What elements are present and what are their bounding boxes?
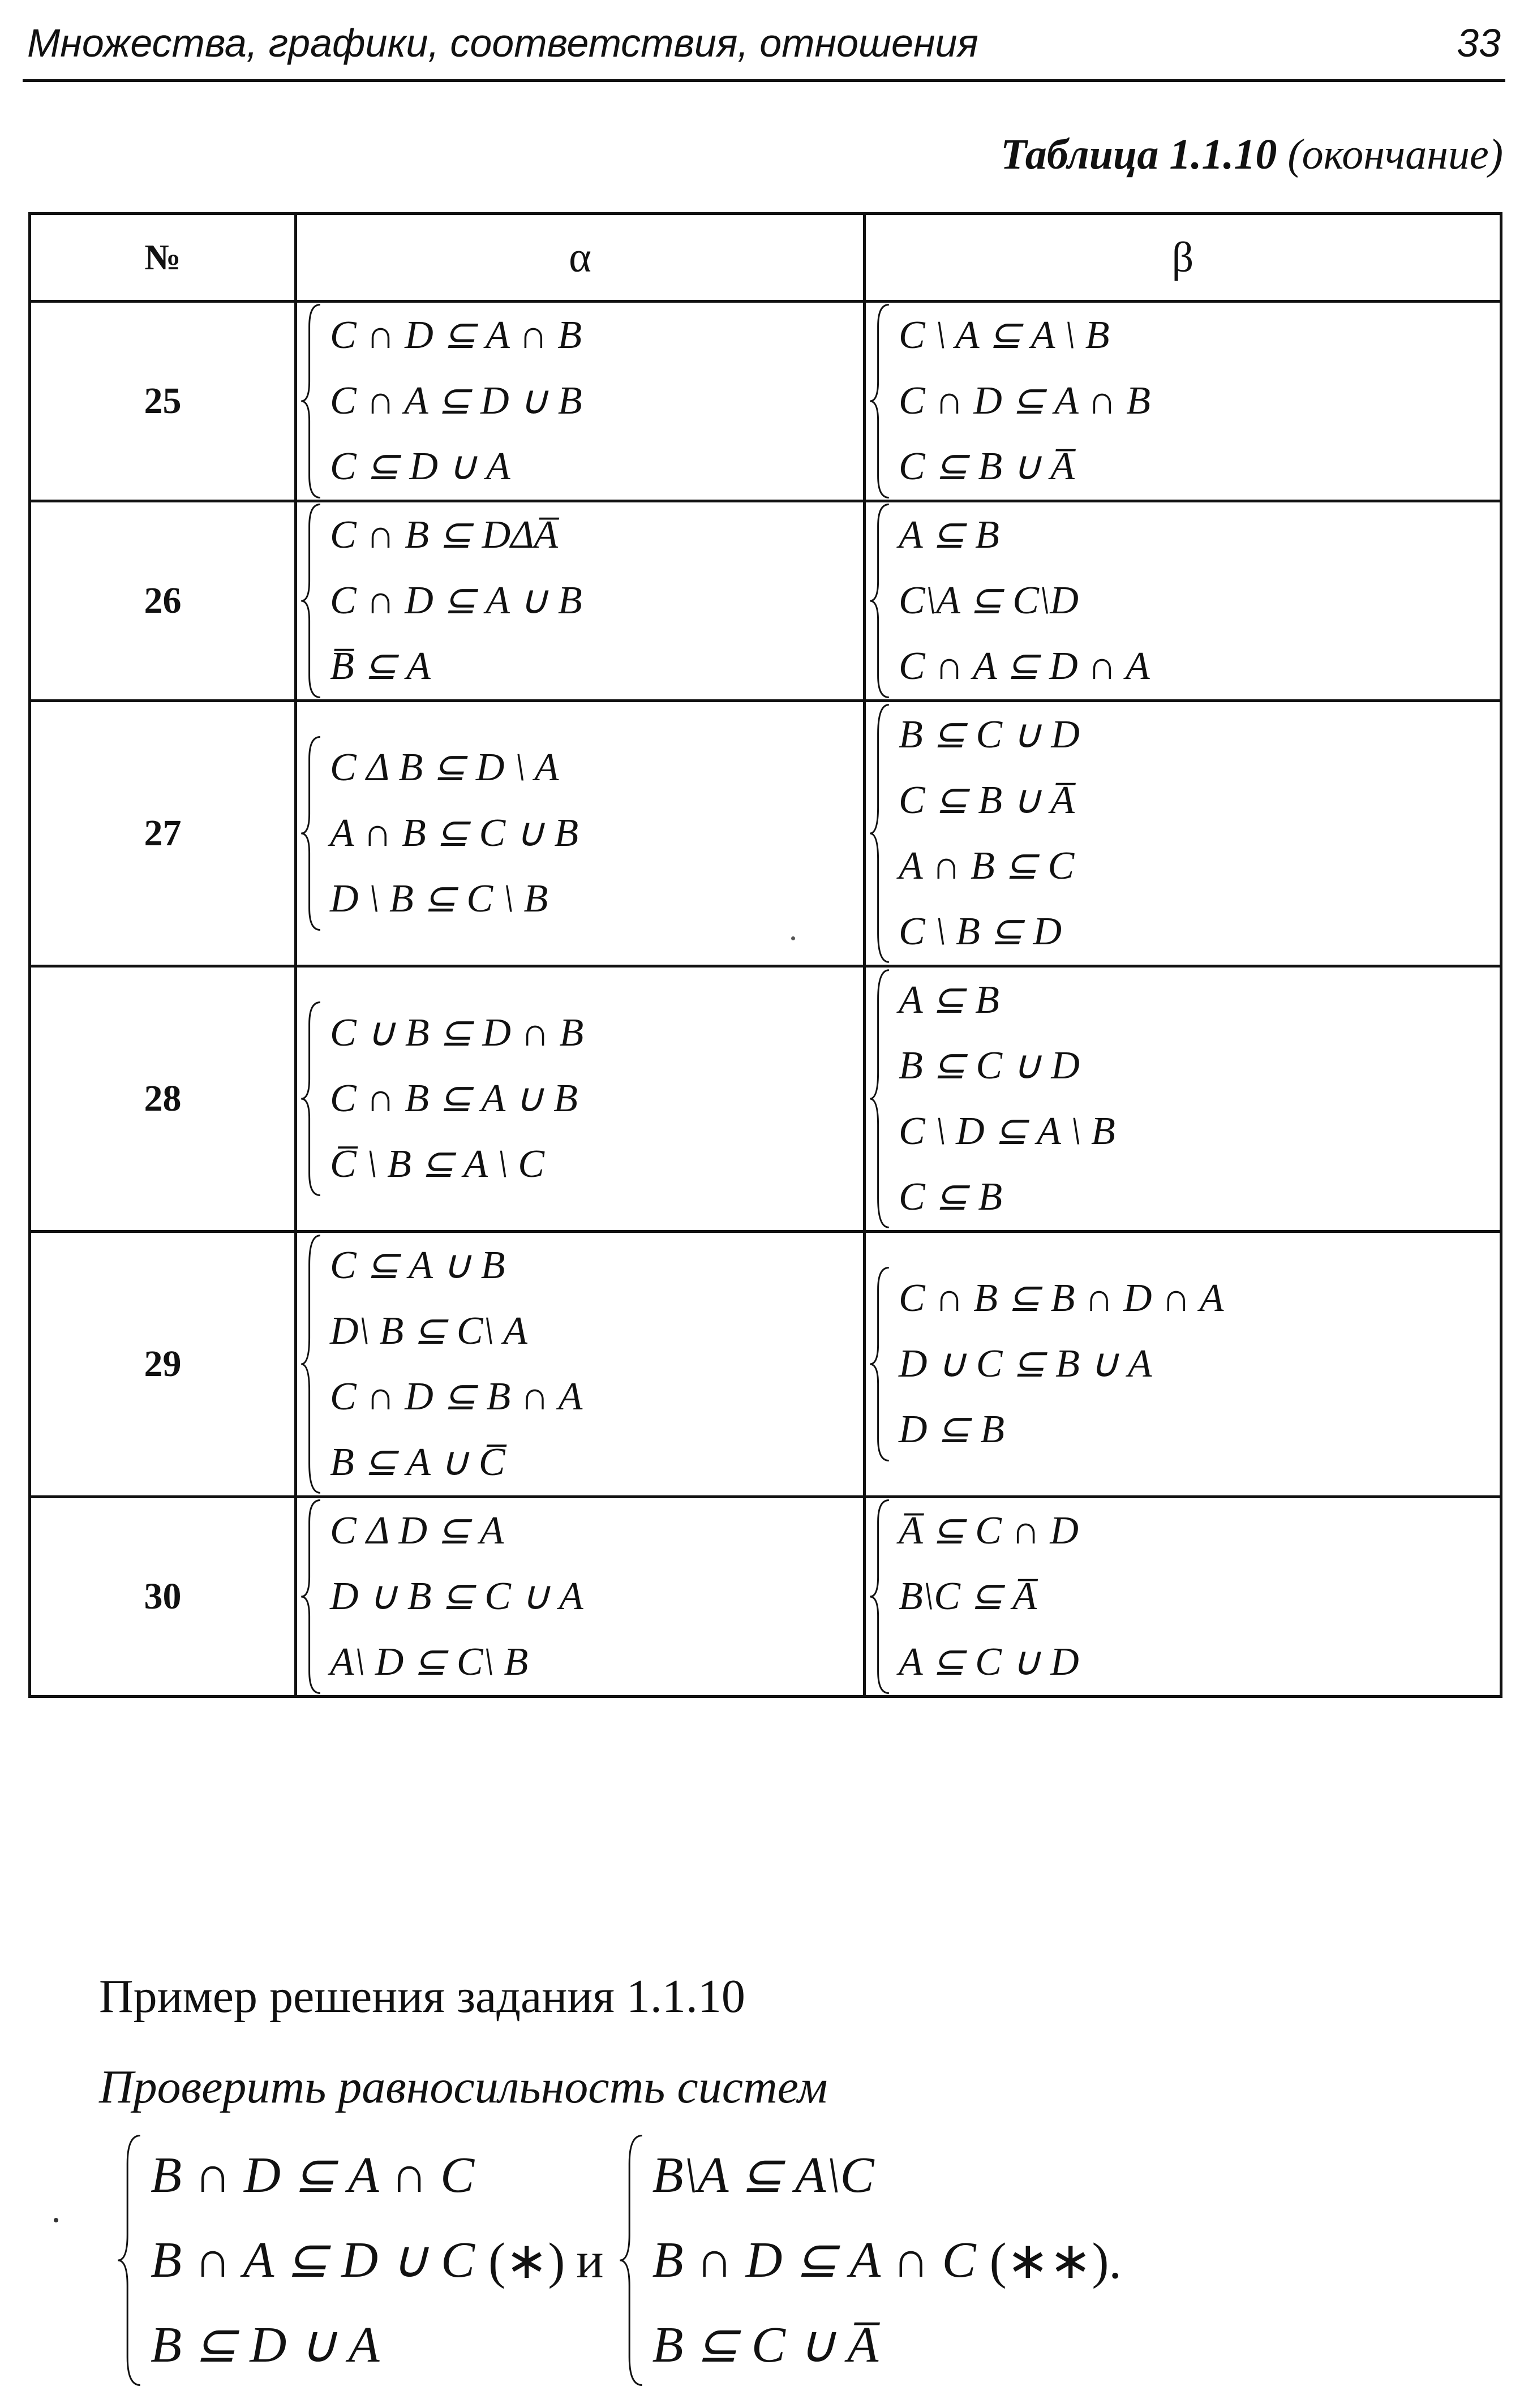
system-line: C ⊆ B ∪ A̅	[899, 779, 1075, 822]
brace-icon	[866, 1266, 893, 1463]
example-task: Проверить равносильность систем	[99, 2061, 828, 2113]
alpha-cell	[296, 1232, 865, 1497]
system-line: C Δ B ⊆ D \ A	[330, 746, 559, 789]
beta-system	[866, 1266, 1500, 1463]
system-line: B ⊆ C ∪ D	[899, 713, 1080, 756]
brace-icon	[866, 1498, 893, 1695]
system-line: C ∩ A ⊆ D ∪ B	[330, 379, 582, 423]
margin-dot	[54, 2218, 58, 2222]
system-line: A ∩ B ⊆ C	[899, 844, 1075, 888]
table-caption	[1001, 130, 1503, 179]
beta-cell	[865, 1497, 1501, 1697]
row-number: 28	[30, 966, 296, 1232]
system-line: C ∩ D ⊆ A ∪ B	[330, 579, 582, 622]
example-system-2	[615, 2133, 976, 2388]
system-lines	[893, 303, 1150, 500]
brace-icon	[615, 2133, 647, 2388]
brace-icon	[297, 735, 324, 932]
table-row	[30, 966, 1501, 1232]
column-header-number: №	[30, 214, 296, 302]
system-line: C ∩ D ⊆ B ∩ A	[330, 1375, 583, 1418]
system-line: C ⊆ B ∪ A̅	[899, 445, 1075, 488]
brace-icon	[297, 1498, 324, 1695]
alpha-system	[297, 1000, 863, 1197]
exercise-table	[28, 212, 1502, 1698]
system-line: C ∩ A ⊆ D ∩ A	[899, 644, 1150, 688]
system-line: D ⊆ B	[899, 1408, 1004, 1451]
system-line: C \ B ⊆ D	[899, 910, 1062, 953]
system-lines	[893, 968, 1115, 1230]
column-header-alpha: α	[296, 214, 865, 302]
system-line: C ⊆ A ∪ B	[330, 1244, 505, 1287]
system-line: A ⊆ B	[899, 978, 999, 1022]
table-body	[30, 302, 1501, 1697]
beta-cell	[865, 501, 1501, 701]
system-line: B ∩ D ⊆ A ∩ C	[652, 2232, 976, 2288]
table-row	[30, 1232, 1501, 1497]
system-lines	[324, 1000, 583, 1197]
alpha-cell	[296, 966, 865, 1232]
alpha-system	[297, 1233, 863, 1495]
brace-icon	[866, 303, 893, 500]
brace-icon	[866, 502, 893, 699]
alpha-system	[297, 735, 863, 932]
system-line: A ⊆ B	[899, 513, 999, 557]
alpha-cell	[296, 302, 865, 501]
system-line: C ⊆ D ∪ A	[330, 445, 510, 488]
alpha-system	[297, 303, 863, 500]
alpha-system	[297, 502, 863, 699]
system-lines	[893, 702, 1080, 965]
system-line: C̅ \ B ⊆ A \ C	[330, 1142, 544, 1186]
beta-system	[866, 1498, 1500, 1695]
beta-system	[866, 303, 1500, 500]
system-line: C ∩ D ⊆ A ∩ B	[899, 379, 1150, 423]
example-system-1	[113, 2133, 475, 2388]
brace-icon	[297, 1233, 324, 1495]
beta-system	[866, 702, 1500, 965]
system-line: C ∩ B ⊆ B ∩ D ∩ A	[899, 1276, 1224, 1320]
system-line: D \ B ⊆ C \ B	[330, 877, 548, 921]
system-lines	[324, 502, 582, 699]
table-row	[30, 302, 1501, 501]
running-title: Множества, графики, соответствия, отношения	[27, 21, 978, 65]
beta-system	[866, 968, 1500, 1230]
system-line: A ⊆ C ∪ D	[899, 1640, 1079, 1684]
systems-joiner: и	[576, 2232, 604, 2289]
system-line: C ∩ B ⊆ A ∪ B	[330, 1077, 578, 1120]
stray-dot	[791, 936, 795, 940]
row-number: 26	[30, 501, 296, 701]
row-number: 29	[30, 1232, 296, 1497]
table-caption-main: Таблица 1.1.10	[1001, 131, 1277, 178]
system-line: B\C ⊆ A̅	[899, 1575, 1037, 1618]
system-line: B\A ⊆ A\C	[652, 2147, 874, 2203]
system-line: B̅ ⊆ A	[330, 644, 431, 688]
row-number: 25	[30, 302, 296, 501]
system-line: C \ A ⊆ A \ B	[899, 313, 1110, 357]
brace-icon	[297, 502, 324, 699]
beta-cell	[865, 302, 1501, 501]
system-line: B ⊆ A ∪ C̅	[330, 1440, 505, 1484]
alpha-cell	[296, 701, 865, 966]
brace-icon	[297, 303, 324, 500]
system-lines	[893, 1498, 1079, 1695]
brace-icon	[866, 702, 893, 965]
system-line: A\ D ⊆ C\ B	[330, 1640, 529, 1684]
system-line: C\A ⊆ C\D	[899, 579, 1079, 622]
system-line: D\ B ⊆ C\ A	[330, 1309, 528, 1353]
system-line: D ∪ B ⊆ C ∪ A	[330, 1575, 583, 1618]
system-lines	[324, 1233, 582, 1495]
system-lines	[145, 2133, 475, 2388]
system-line: C \ D ⊆ A \ B	[899, 1110, 1115, 1153]
brace-icon	[113, 2133, 145, 2388]
system-lines	[647, 2133, 976, 2388]
system-line: B ⊆ D ∪ A	[151, 2317, 380, 2373]
alpha-system	[297, 1498, 863, 1695]
system-line: A̅ ⊆ C ∩ D	[899, 1509, 1079, 1553]
table-row	[30, 501, 1501, 701]
system-lines	[324, 1498, 583, 1695]
beta-system	[866, 502, 1500, 699]
beta-cell	[865, 1232, 1501, 1497]
table-row	[30, 701, 1501, 966]
system-lines	[893, 1266, 1224, 1463]
alpha-cell	[296, 501, 865, 701]
system-line: D ∪ C ⊆ B ∪ A	[899, 1342, 1152, 1386]
example-systems	[113, 2133, 1133, 2388]
example-title: Пример решения задания 1.1.10	[99, 1970, 745, 2023]
system-2-tag: (∗∗).	[989, 2233, 1122, 2289]
beta-cell	[865, 966, 1501, 1232]
brace-icon	[866, 968, 893, 1230]
system-1-tag: (∗)	[488, 2233, 565, 2289]
system-line: C ∩ D ⊆ A ∩ B	[330, 313, 582, 357]
system-line: C ∩ B ⊆ DΔA̅	[330, 513, 559, 557]
system-lines	[324, 303, 582, 500]
table-header-row	[30, 214, 1501, 302]
system-line: B ∩ D ⊆ A ∩ C	[151, 2147, 475, 2203]
system-line: B ⊆ C ∪ A̅	[652, 2317, 879, 2373]
alpha-cell	[296, 1497, 865, 1697]
system-line: B ∩ A ⊆ D ∪ C	[151, 2232, 475, 2288]
system-line: C ∪ B ⊆ D ∩ B	[330, 1011, 584, 1055]
system-lines	[324, 735, 578, 932]
system-line: A ∩ B ⊆ C ∪ B	[330, 811, 579, 855]
table-caption-note: (окончание)	[1287, 131, 1503, 178]
running-header	[23, 17, 1505, 82]
column-header-beta: β	[865, 214, 1501, 302]
table-row	[30, 1497, 1501, 1697]
row-number: 30	[30, 1497, 296, 1697]
beta-cell	[865, 701, 1501, 966]
system-lines	[893, 502, 1150, 699]
system-line: C Δ D ⊆ A	[330, 1509, 504, 1553]
row-number: 27	[30, 701, 296, 966]
brace-icon	[297, 1000, 324, 1197]
system-line: B ⊆ C ∪ D	[899, 1044, 1080, 1087]
system-line: C ⊆ B	[899, 1175, 1003, 1219]
page-number: 33	[1457, 21, 1501, 65]
